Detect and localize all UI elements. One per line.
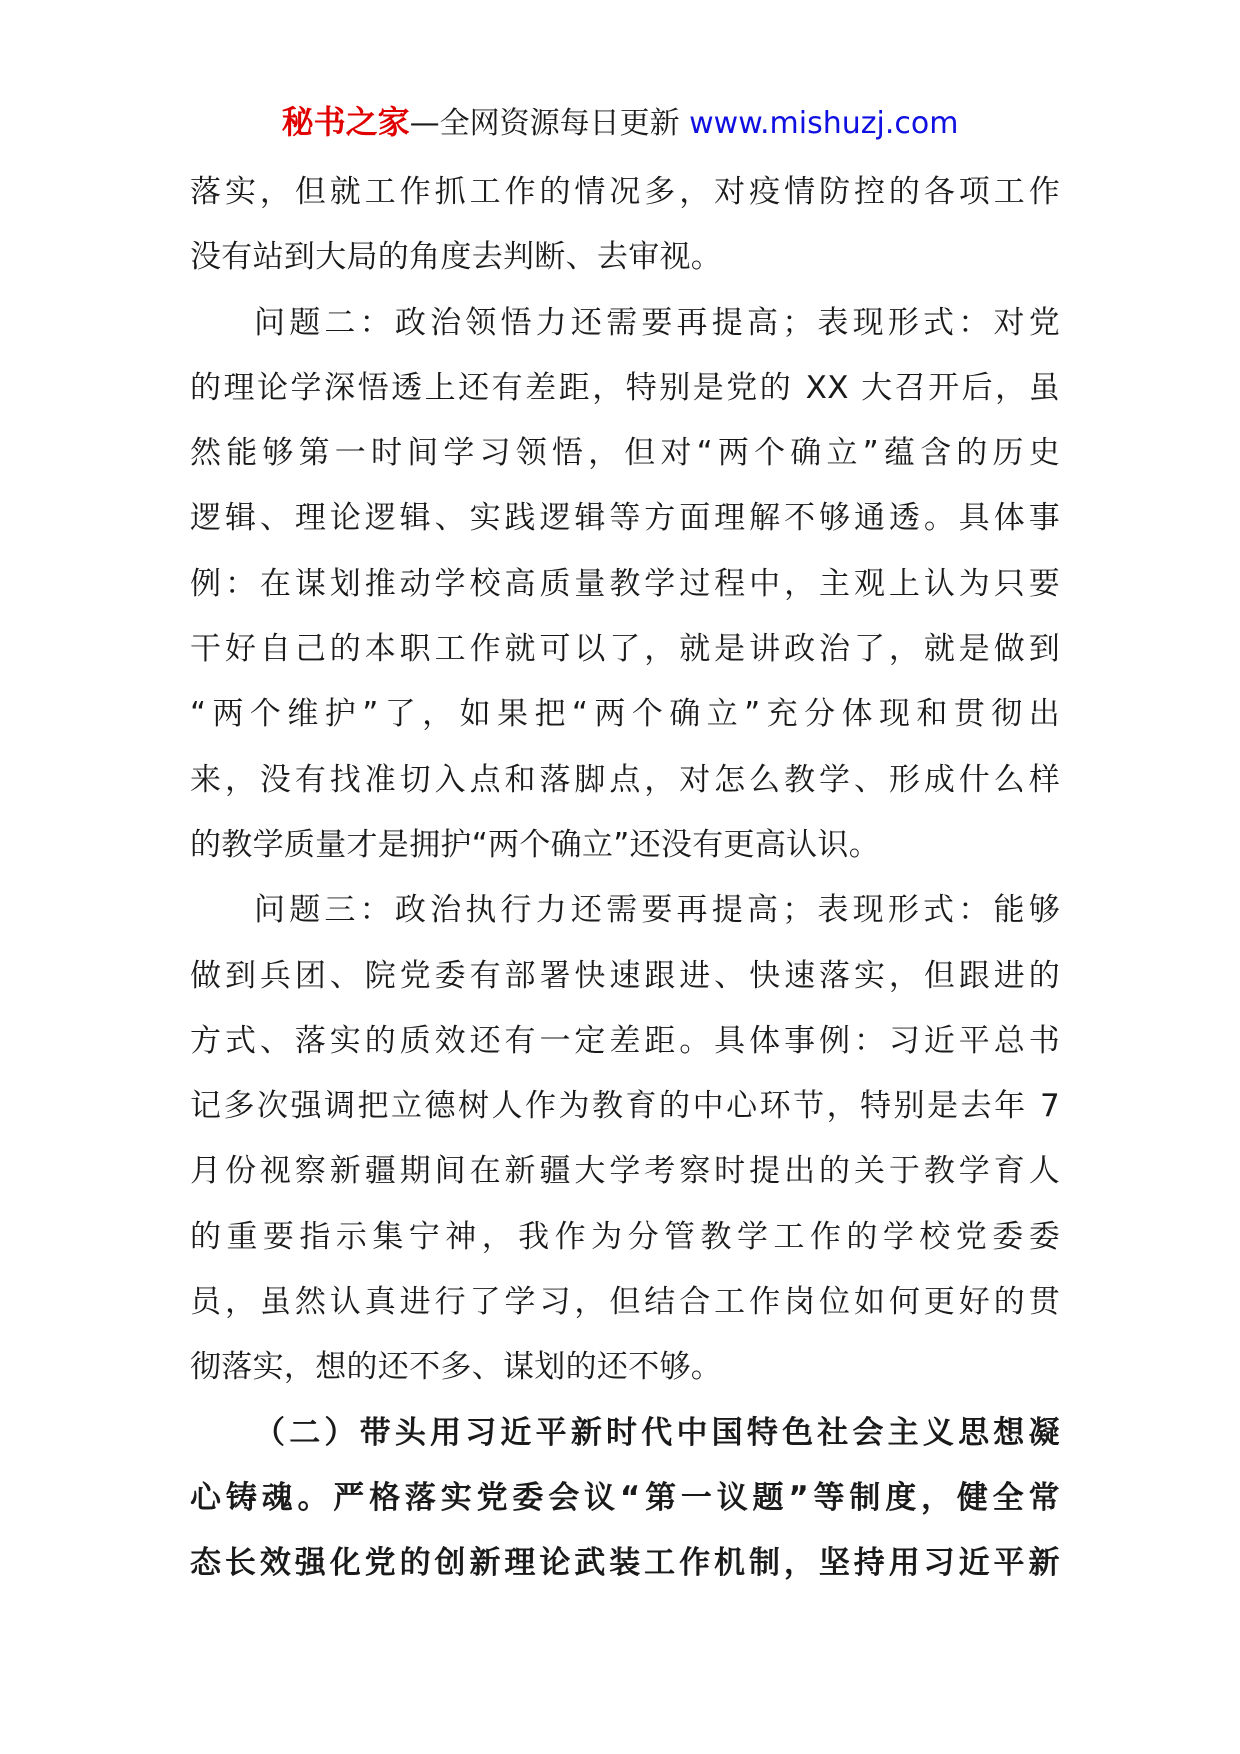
paragraph-problem-two bbox=[190, 291, 1060, 879]
header-tagline: —全网资源每日更新 bbox=[409, 106, 690, 141]
text-line: 没有站到大局的角度去判断、去审视。 bbox=[190, 239, 723, 276]
section-heading-two bbox=[190, 1401, 1060, 1597]
text-line: 的理论学深悟透上还有差距，特别是党的 XX 大召开后，虽 bbox=[190, 369, 1060, 406]
site-url-link[interactable]: www.mishuzj.com bbox=[689, 106, 959, 141]
text-line: 干好自己的本职工作就可以了，就是讲政治了，就是做到 bbox=[190, 631, 1060, 668]
text-line: 来，没有找准切入点和落脚点，对怎么教学、形成什么样 bbox=[190, 761, 1060, 798]
paragraph-problem-three bbox=[190, 878, 1060, 1400]
text-line: “两个维护”了，如果把“两个确立”充分体现和贯彻出 bbox=[190, 696, 1060, 733]
text-line: 逻辑、理论逻辑、实践逻辑等方面理解不够通透。具体事 bbox=[190, 500, 1060, 537]
text-line: 做到兵团、院党委有部署快速跟进、快速落实，但跟进的 bbox=[190, 957, 1060, 994]
page-header bbox=[0, 100, 1240, 146]
text-line: （二）带头用习近平新时代中国特色社会主义思想凝 bbox=[254, 1414, 1060, 1451]
brand-name: 秘书之家 bbox=[281, 103, 410, 141]
text-line: 问题三：政治执行力还需要再提高；表现形式：能够 bbox=[254, 892, 1060, 929]
document-body bbox=[190, 160, 1060, 1597]
text-line: 态长效强化党的创新理论武装工作机制，坚持用习近平新 bbox=[190, 1545, 1060, 1582]
text-line: 例：在谋划推动学校高质量教学过程中，主观上认为只要 bbox=[190, 565, 1060, 602]
paragraph-continuation bbox=[190, 160, 1060, 291]
text-line: 的教学质量才是拥护“两个确立”还没有更高认识。 bbox=[190, 826, 881, 863]
text-line: 员，虽然认真进行了学习，但结合工作岗位如何更好的贯 bbox=[190, 1284, 1060, 1321]
text-line: 彻落实，想的还不多、谋划的还不够。 bbox=[190, 1349, 723, 1386]
text-line: 落实，但就工作抓工作的情况多，对疫情防控的各项工作 bbox=[190, 174, 1060, 210]
text-line: 方式、落实的质效还有一定差距。具体事例：习近平总书 bbox=[190, 1022, 1060, 1059]
text-line: 月份视察新疆期间在新疆大学考察时提出的关于教学育人 bbox=[190, 1153, 1060, 1190]
text-line: 心铸魂。严格落实党委会议“第一议题”等制度，健全常 bbox=[190, 1479, 1060, 1516]
text-line: 记多次强调把立德树人作为教育的中心环节，特别是去年 7 bbox=[190, 1088, 1060, 1125]
text-line: 问题二：政治领悟力还需要再提高；表现形式：对党 bbox=[254, 304, 1060, 341]
text-line: 然能够第一时间学习领悟，但对“两个确立”蕴含的历史 bbox=[190, 435, 1060, 472]
text-line: 的重要指示集宁神，我作为分管教学工作的学校党委委 bbox=[190, 1218, 1060, 1255]
